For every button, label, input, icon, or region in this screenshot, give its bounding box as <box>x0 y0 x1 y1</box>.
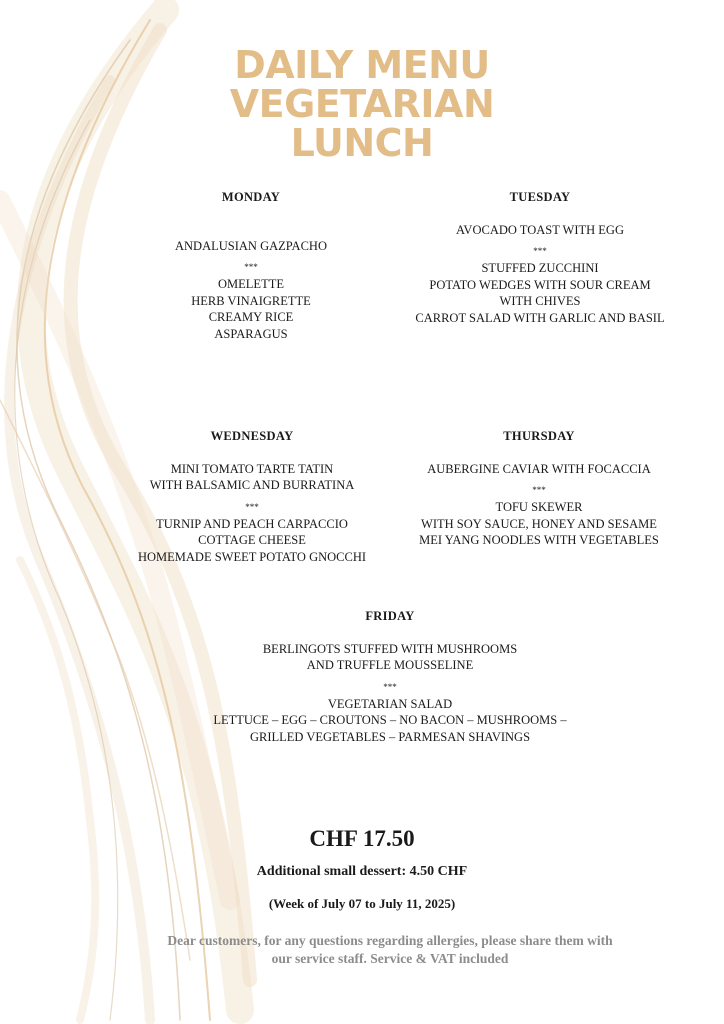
menu-item: HERB VINAIGRETTE <box>191 293 311 308</box>
day-name: THURSDAY <box>503 429 575 443</box>
menu-item: ASPARAGUS <box>214 326 288 341</box>
menu-item: LETTUCE – EGG – CROUTONS – NO BACON – MUSHROOMS – <box>213 713 567 727</box>
menu-item: MEI YANG NOODLES WITH VEGETABLES <box>419 533 659 547</box>
menu-item: CARROT SALAD WITH GARLIC AND BASIL <box>415 310 665 325</box>
friday-section <box>162 608 618 745</box>
menu-item: MINI TOMATO TARTE TATIN <box>170 461 334 476</box>
menu-item: TURNIP AND PEACH CARPACCIO <box>156 516 348 531</box>
menu-item: OMELETTE <box>218 277 284 291</box>
menu-item: POTATO WEDGES WITH SOUR CREAM <box>429 277 651 292</box>
menu-item: AVOCADO TOAST WITH EGG <box>456 222 624 237</box>
menu-item: VEGETARIAN SALAD <box>327 696 453 711</box>
menu-item: GRILLED VEGETABLES – PARMESAN SHAVINGS <box>249 729 531 744</box>
separator: *** <box>532 485 546 495</box>
tuesday-section <box>395 189 685 326</box>
monday-section <box>131 189 371 342</box>
title-line-2: VEGETARIAN <box>229 82 495 126</box>
menu-item: HOMEMADE SWEET POTATO GNOCCHI <box>137 549 367 564</box>
menu-item: STUFFED ZUCCHINI <box>481 261 599 275</box>
day-name: WEDNESDAY <box>210 429 294 443</box>
menu-title <box>0 43 724 165</box>
menu-price: CHF 17.50 <box>309 826 415 851</box>
day-name: FRIDAY <box>365 609 415 623</box>
wednesday-section <box>112 428 392 565</box>
week-dates: (Week of July 07 to July 11, 2025) <box>268 896 456 911</box>
menu-item: AUBERGINE CAVIAR WITH FOCACCIA <box>427 461 651 476</box>
allergy-note-line-1: Dear customers, for any questions regarding allergies, please share them with <box>167 933 613 948</box>
menu-item: AND TRUFFLE MOUSSELINE <box>306 658 474 672</box>
thursday-section <box>394 428 684 549</box>
separator: *** <box>533 246 547 256</box>
dessert-price: Additional small dessert: 4.50 CHF <box>256 864 468 879</box>
menu-item: BERLINGOTS STUFFED WITH MUSHROOMS <box>262 641 518 656</box>
separator: *** <box>383 681 397 692</box>
menu-item: WITH SOY SAUCE, HONEY AND SESAME <box>421 516 657 531</box>
menu-item: ANDALUSIAN GAZPACHO <box>175 238 327 253</box>
menu-item: WITH CHIVES <box>499 294 581 308</box>
menu-item: TOFU SKEWER <box>495 500 583 514</box>
separator: *** <box>245 501 259 512</box>
allergy-note <box>130 932 650 968</box>
day-name: TUESDAY <box>509 190 571 204</box>
allergy-note-line-2: our service staff. Service & VAT included <box>271 951 509 966</box>
title-line-3: LUNCH <box>290 121 434 165</box>
menu-item: WITH BALSAMIC AND BURRATINA <box>149 478 355 492</box>
menu-item: CREAMY RICE <box>208 310 294 324</box>
title-line-1: DAILY MENU <box>234 43 490 87</box>
day-name: MONDAY <box>221 190 281 204</box>
separator: *** <box>244 262 258 272</box>
menu-item: COTTAGE CHEESE <box>198 533 306 547</box>
